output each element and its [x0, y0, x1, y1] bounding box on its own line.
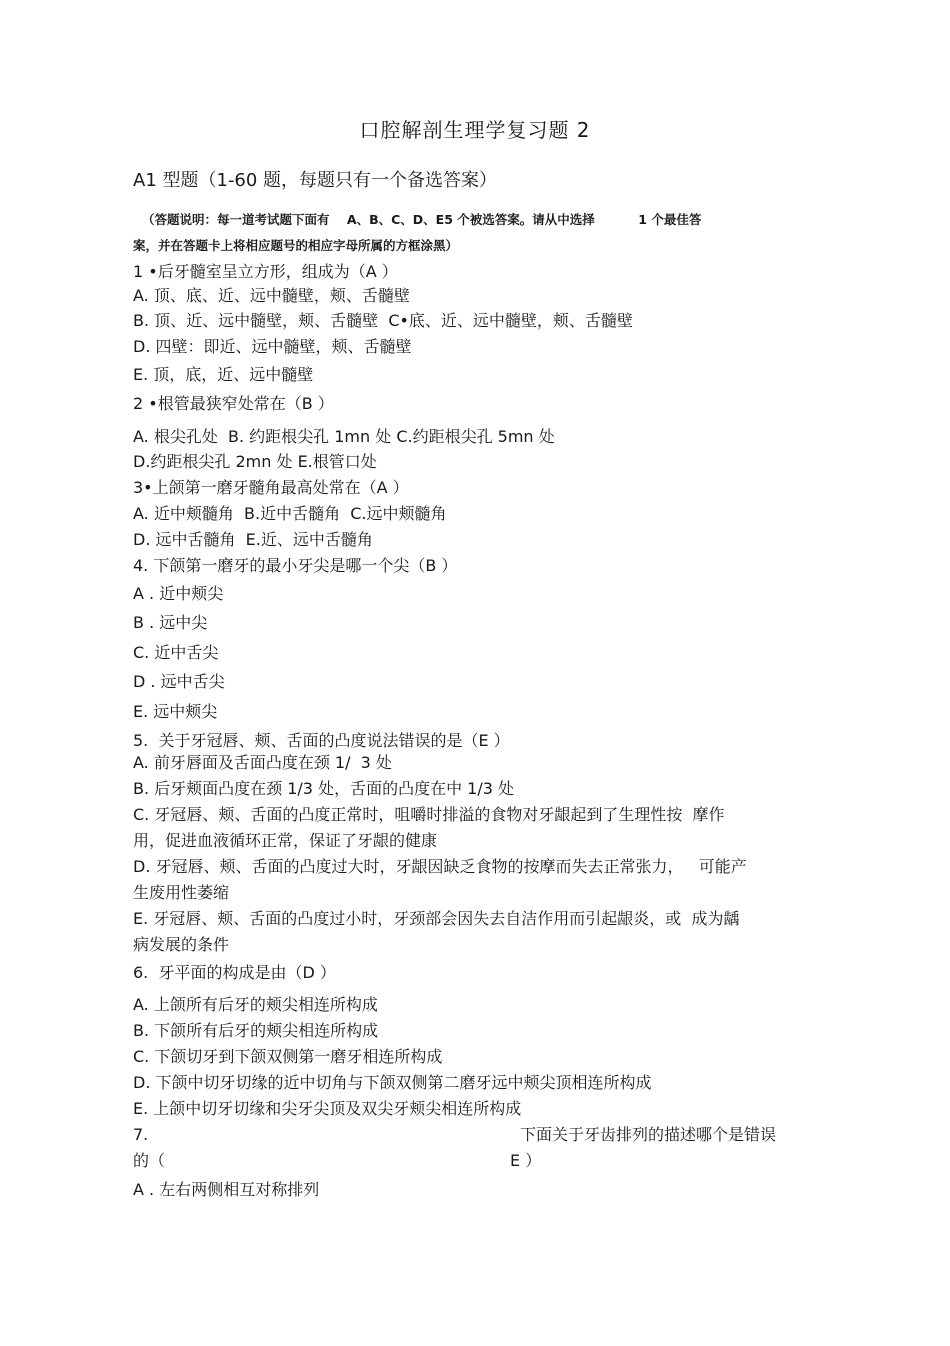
- question-line: 1 •后牙髓室呈立方形，组成为（A ）: [133, 262, 398, 281]
- option-line: A. 上颌所有后牙的颊尖相连所构成: [133, 995, 378, 1014]
- option-line: B . 远中尖: [133, 613, 208, 632]
- option-line: C. 牙冠唇、颊、舌面的凸度正常时，咀嚼时排溢的食物对牙龈起到了生理性按 摩作: [133, 805, 725, 824]
- option-line: D. 四壁：即近、远中髓壁，颊、舌髓壁: [133, 337, 412, 356]
- option-line: A . 左右两侧相互对称排列: [133, 1180, 320, 1199]
- question-line: 6. 牙平面的构成是由（D ）: [133, 963, 336, 982]
- option-line: D . 远中舌尖: [133, 672, 225, 691]
- document-title: 口腔解剖生理学复习题 2: [359, 118, 591, 142]
- question-line-right: 下面关于牙齿排列的描述哪个是错误: [520, 1125, 777, 1144]
- option-line: E. 上颌中切牙切缘和尖牙尖顶及双尖牙颊尖相连所构成: [133, 1099, 522, 1118]
- option-line: D. 下颌中切牙切缘的近中切角与下颌双侧第二磨牙远中颊尖顶相连所构成: [133, 1073, 652, 1092]
- question-line: 2 •根管最狭窄处常在（B ）: [133, 394, 334, 413]
- option-line: 病发展的条件: [133, 935, 230, 954]
- question-line: 3•上颌第一磨牙髓角最高处常在（A ）: [133, 478, 409, 497]
- option-line: B. 下颌所有后牙的颊尖相连所构成: [133, 1021, 379, 1040]
- option-line: 生废用性萎缩: [133, 883, 230, 902]
- question-line-right: E ）: [510, 1151, 542, 1170]
- option-line: C. 近中舌尖: [133, 643, 219, 662]
- option-line: E. 牙冠唇、颊、舌面的凸度过小时，牙颈部会因失去自洁作用而引起龈炎，或 成为龋: [133, 909, 740, 928]
- option-line: A. 近中颊髓角 B.近中舌髓角 C.远中颊髓角: [133, 504, 447, 523]
- option-line: 用，促进血液循环正常，保证了牙龈的健康: [133, 831, 438, 850]
- option-line: C. 下颌切牙到下颌双侧第一磨牙相连所构成: [133, 1047, 443, 1066]
- option-line: B. 顶、近、远中髓壁，颊、舌髓壁 C•底、近、远中髓壁，颊、舌髓壁: [133, 311, 633, 330]
- option-line: D. 牙冠唇、颊、舌面的凸度过大时，牙龈因缺乏食物的按摩而失去正常张力， 可能产: [133, 857, 747, 876]
- option-line: E. 顶，底，近、远中髓壁: [133, 365, 314, 384]
- option-line: D. 远中舌髓角 E.近、远中舌髓角: [133, 530, 373, 549]
- answer-instructions-line: 案，并在答题卡上将相应题号的相应字母所属的方框涂黑）: [133, 238, 459, 253]
- option-line: A. 顶、底、近、远中髓壁，颊、舌髓壁: [133, 286, 410, 305]
- question-line: 的（: [133, 1151, 166, 1170]
- option-line: E. 远中颊尖: [133, 702, 218, 721]
- option-line: A. 前牙唇面及舌面凸度在颈 1/ 3 处: [133, 753, 392, 772]
- option-line: B. 后牙颊面凸度在颈 1/3 处，舌面的凸度在中 1/3 处: [133, 779, 514, 798]
- section-heading: A1 型题（1-60 题，每题只有一个备选答案）: [133, 170, 498, 191]
- question-line: 4. 下颌第一磨牙的最小牙尖是哪一个尖（B ）: [133, 556, 458, 575]
- question-line: 7.: [133, 1125, 149, 1144]
- option-line: A. 根尖孔处 B. 约距根尖孔 1mn 处 C.约距根尖孔 5mn 处: [133, 427, 555, 446]
- question-line: 5. 关于牙冠唇、颊、舌面的凸度说法错误的是（E ）: [133, 731, 510, 750]
- option-line: D.约距根尖孔 2mn 处 E.根管口处: [133, 452, 377, 471]
- option-line: A . 近中颊尖: [133, 584, 224, 603]
- answer-instructions-line: （答题说明：每一道考试题下面有 A、B、C、D、E5 个被选答案。请从中选择 1 个最佳答: [142, 212, 702, 227]
